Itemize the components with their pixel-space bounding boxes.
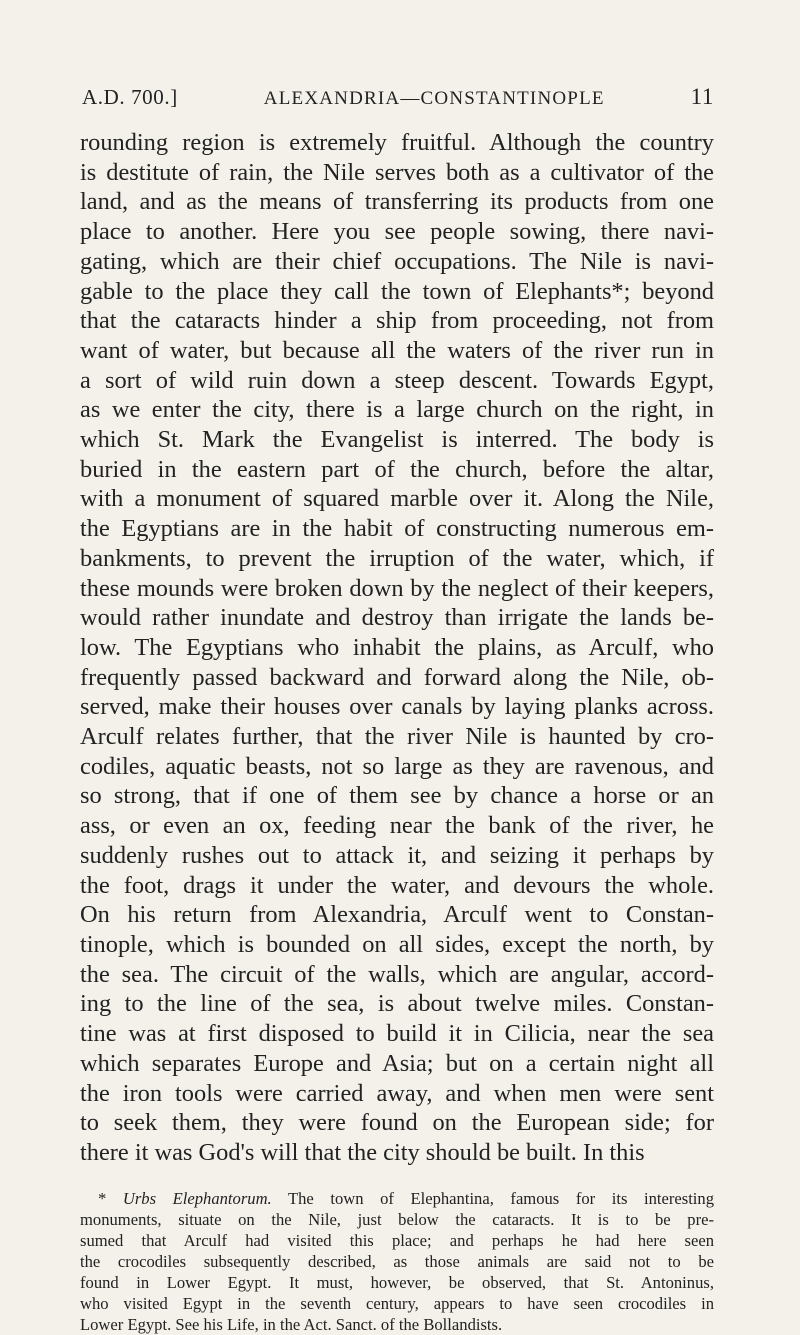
body-line: gating, which are their chief occupations. The Nile is navi- [80, 247, 714, 275]
body-line: ing to the line of the sea, is about twelve miles. Constan- [80, 990, 714, 1018]
body-line: low. The Egyptians who inhabit the plains, as Arculf, who [80, 633, 714, 661]
footnote-italic-lead: Urbs Elephantorum. [122, 1188, 272, 1208]
body-line: that the cataracts hinder a ship from proceeding, not from [80, 307, 714, 335]
body-line: as we enter the city, there is a large church on the right, in [80, 396, 714, 424]
body-line: rounding region is extremely fruitful. Although the country [80, 129, 714, 156]
body-line: is destitute of rain, the Nile serves both as a cultivator of the [80, 158, 714, 186]
body-line: Arculf relates further, that the river Nile is haunted by cro- [80, 723, 714, 751]
running-head [82, 84, 714, 110]
body-line: so strong, that if one of them see by chance a horse or an [80, 782, 714, 810]
body-line: served, make their houses over canals by laying planks across. [80, 693, 714, 721]
body-line: with a monument of squared marble over it. Along the Nile, [80, 485, 714, 513]
body-line: frequently passed backward and forward along the Nile, ob- [80, 663, 714, 691]
body-line: would rather inundate and destroy than irrigate the lands be- [80, 604, 714, 632]
body-line: tinople, which is bounded on all sides, except the north, by [80, 930, 714, 958]
body-line: codiles, aquatic beasts, not so large as they are ravenous, and [80, 752, 714, 780]
body-line: gable to the place they call the town of Elephants*; beyond [80, 277, 714, 305]
body-line: tine was at first disposed to build it in Cilicia, near the sea [80, 1020, 714, 1048]
footnote-first-line-rest: The town of Elephantina, famous for its interesting [287, 1188, 715, 1208]
body-line: there it was God's will that the city should be built. In this [80, 1138, 645, 1166]
body-text [80, 128, 714, 1168]
body-line: place to another. Here you see people sowing, there navi- [80, 218, 714, 246]
footnote-line: sumed that Arculf had visited this place; and perhaps he had here seen [80, 1230, 714, 1250]
body-line: want of water, but because all the waters of the river run in [80, 336, 714, 364]
body-line: the foot, drags it under the water, and devours the whole. [80, 871, 714, 899]
body-line: land, and as the means of transferring its products from one [80, 188, 714, 216]
footnote-line: Lower Egypt. See his Life, in the Act. Sanct. of the Bollandists. [80, 1314, 503, 1334]
body-line: the iron tools were carried away, and when men were sent [80, 1079, 714, 1107]
body-line: suddenly rushes out to attack it, and seizing it perhaps by [80, 841, 714, 869]
body-line: these mounds were broken down by the neglect of their keepers, [80, 574, 714, 602]
header-title: ALEXANDRIA—CONSTANTINOPLE [263, 88, 605, 109]
footnote-line: found in Lower Egypt. It must, however, be observed, that St. Antoninus, [80, 1272, 714, 1292]
body-line: bankments, to prevent the irruption of the water, which, if [80, 544, 714, 572]
body-line: to seek them, they were found on the European side; for [80, 1109, 714, 1137]
footnote-marker: * [98, 1188, 107, 1208]
body-line: the Egyptians are in the habit of constructing numerous em- [80, 515, 714, 543]
body-line: buried in the eastern part of the church, before the altar, [80, 455, 714, 483]
body-line: ass, or even an ox, feeding near the bank of the river, he [80, 812, 714, 840]
footnote-line: the crocodiles subsequently described, as those animals are said not to be [80, 1251, 714, 1271]
body-line: which separates Europe and Asia; but on a certain night all [80, 1049, 714, 1077]
footnote-line [80, 1188, 714, 1209]
body-line: which St. Mark the Evangelist is interred. The body is [80, 426, 714, 454]
footnote [80, 1188, 714, 1335]
body-line: the sea. The circuit of the walls, which are angular, accord- [80, 960, 714, 988]
footnote-line: monuments, situate on the Nile, just below the cataracts. It is to be pre- [80, 1209, 714, 1229]
body-line: a sort of wild ruin down a steep descent. Towards Egypt, [80, 366, 714, 394]
body-line: On his return from Alexandria, Arculf went to Constan- [80, 901, 714, 929]
page-number: 11 [690, 84, 714, 109]
header-date: A.D. 700.] [82, 85, 178, 109]
footnote-line: who visited Egypt in the seventh century, appears to have seen crocodiles in [80, 1293, 714, 1313]
